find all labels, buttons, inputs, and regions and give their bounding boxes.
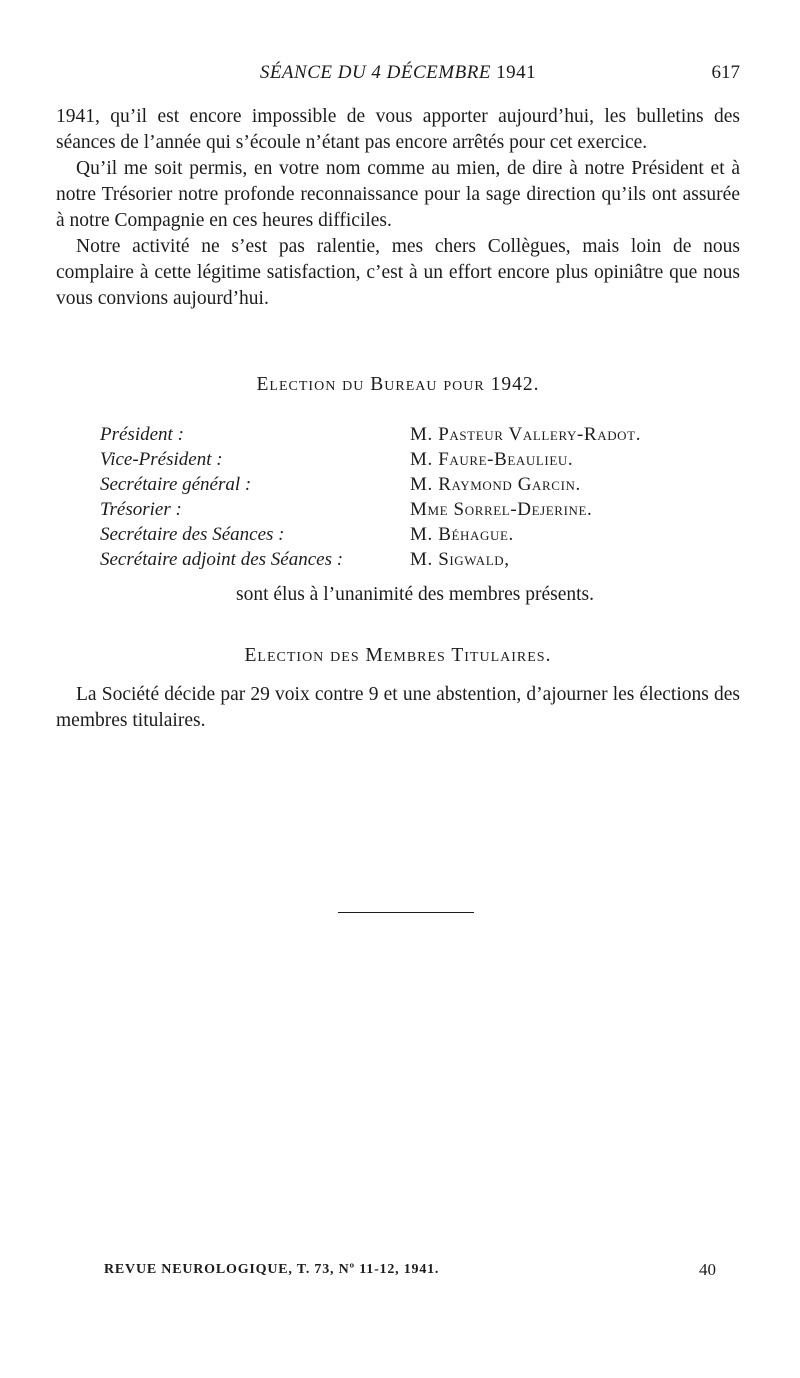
running-title-text: SÉANCE DU 4 DÉCEMBRE [259, 62, 491, 83]
bureau-election-heading: Election du Bureau pour 1942. [256, 374, 540, 395]
journal-reference: REVUE NEUROLOGIQUE, T. 73, Nº 11-12, 1941. [104, 1262, 440, 1277]
officer-row-vice-president [100, 449, 740, 474]
officer-name: M. Raymond Garcin. [410, 474, 581, 495]
officer-row-tresorier [100, 499, 740, 524]
running-title-year: 1941 [496, 62, 537, 83]
officer-name: M. Sigwald, [410, 549, 510, 570]
titulaires-election-heading: Election des Membres Titulaires. [244, 645, 552, 666]
officer-role: Secrétaire des Séances : [100, 524, 285, 545]
signature-mark: 40 [699, 1260, 716, 1279]
elected-note: sont élus à l’unanimité des membres présents. [236, 584, 594, 605]
officer-role: Vice-Président : [100, 449, 223, 470]
intro-paragraph-2: Qu’il me soit permis, en votre nom comme au mien, de dire à notre Président et à notre Trésorier notre profonde reconnaissance pour la sage direction qu’ils ont assurée à notre Compagnie en ces heures difficiles. [56, 158, 740, 231]
titulaires-paragraph: La Société décide par 29 voix contre 9 et une abstention, d’ajourner les élections des membres titulaires. [56, 684, 740, 731]
officer-row-secretaire-adjoint [100, 549, 740, 574]
intro-text [56, 104, 740, 312]
page-footer [104, 1262, 716, 1284]
officer-role: Trésorier : [100, 499, 182, 520]
officer-role: Secrétaire général : [100, 474, 252, 495]
page-number: 617 [711, 62, 740, 83]
intro-paragraph-3: Notre activité ne s’est pas ralentie, mes chers Collègues, mais loin de nous complaire à cette légitime satisfaction, c’est à un effort encore plus opiniâtre que nous vous convions aujourd’hui. [56, 236, 740, 309]
officer-row-secretaire-general [100, 474, 740, 499]
page-header [56, 62, 740, 90]
officer-row-president [100, 424, 740, 449]
officer-role: Secrétaire adjoint des Séances : [100, 549, 344, 570]
running-title [56, 62, 740, 84]
officer-name: Mme Sorrel-Dejerine. [410, 499, 593, 520]
officers-list [100, 424, 740, 574]
officer-role: Président : [100, 424, 184, 445]
officer-name: M. Pasteur Vallery-Radot. [410, 424, 642, 445]
section-end-rule [338, 912, 474, 913]
officer-name: M. Faure-Beaulieu. [410, 449, 574, 470]
titulaires-text [56, 682, 740, 734]
officer-row-secretaire-seances [100, 524, 740, 549]
officer-name: M. Béhague. [410, 524, 514, 545]
intro-paragraph-1: 1941, qu’il est encore impossible de vous apporter aujourd’hui, les bulletins des séances de l’année qui s’écoule n’étant pas encore arrêtés pour cet exercice. [56, 106, 740, 153]
